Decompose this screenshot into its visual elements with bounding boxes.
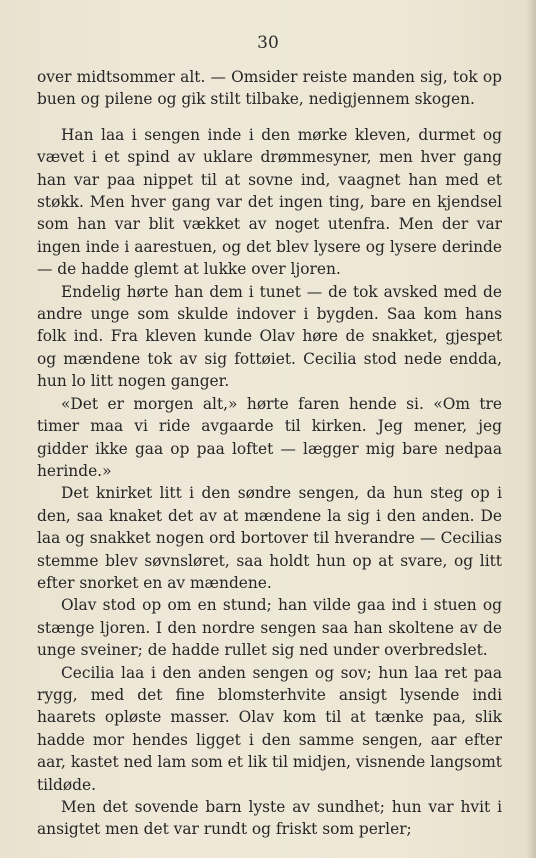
paragraph-8: Men det sovende barn lyste av sundhet; hun var hvit i ansigtet men det var rundt og friskt som perler; — [37, 798, 502, 839]
body-text — [37, 66, 502, 841]
paragraph-1: over midtsommer alt. — Omsider reiste manden sig, tok op buen og pilene og gik stilt tilbake, nedigjennem skogen. — [37, 68, 502, 109]
paragraph-6: Olav stod op om en stund; han vilde gaa ind i stuen og stænge ljoren. I den nordre sengen saa han skoltene av de unge sveiner; de hadde rullet sig ned under overbredslet. — [37, 596, 502, 660]
paragraph-2: Han laa i sengen inde i den mørke kleven, durmet og vævet i et spind av uklare drømmesyner, men hver gang han var paa nippet til at sovne ind, vaagnet han med et støkk. Men hver gang var det ingen ting, bare en kjendsel som han var blit vækket av noget utenfra. Men der var ingen inde i aarestuen, og det blev lysere og lysere derinde — de hadde glemt at lukke over ljoren. — [37, 125, 502, 279]
paragraph-5: Det knirket litt i den søndre sengen, da hun steg op i den, saa knaket det av at mændene la sig i den anden. De laa og snakket nogen ord bortover til hverandre — Cecilias stemme blev søvnsløret, saa holdt hun op at svare, og litt efter snorket en av mændene. — [37, 484, 502, 592]
paragraph-3: Endelig hørte han dem i tunet — de tok avsked med de andre unge som skulde indover i bygden. Saa kom hans folk ind. Fra kleven kunde Olav høre de snakket, gjespet og mændene tok av sig fottøiet. Cecilia stod nede endda, hun lo litt nogen ganger. — [37, 282, 502, 391]
page-edge-shadow — [526, 0, 536, 858]
paragraph-4: «Det er morgen alt,» hørte faren hende si. «Om tre timer maa vi ride avgaarde til kirken. Jeg mener, jeg gidder ikke gaa op paa loftet — lægger mig bare nedpaa herinde.» — [37, 394, 502, 480]
page-number: 30 — [257, 33, 279, 53]
paragraph-7: Cecilia laa i den anden sengen og sov; hun laa ret paa rygg, med det fine blomsterhvite ansigt lysende indi haarets opløste masser. Olav kom til at tænke paa, slik hadde mor hendes ligget i den samme sengen, aar efter aar, kastet ned lam som et lik til midjen, visnende langsomt tildøde. — [37, 663, 502, 794]
